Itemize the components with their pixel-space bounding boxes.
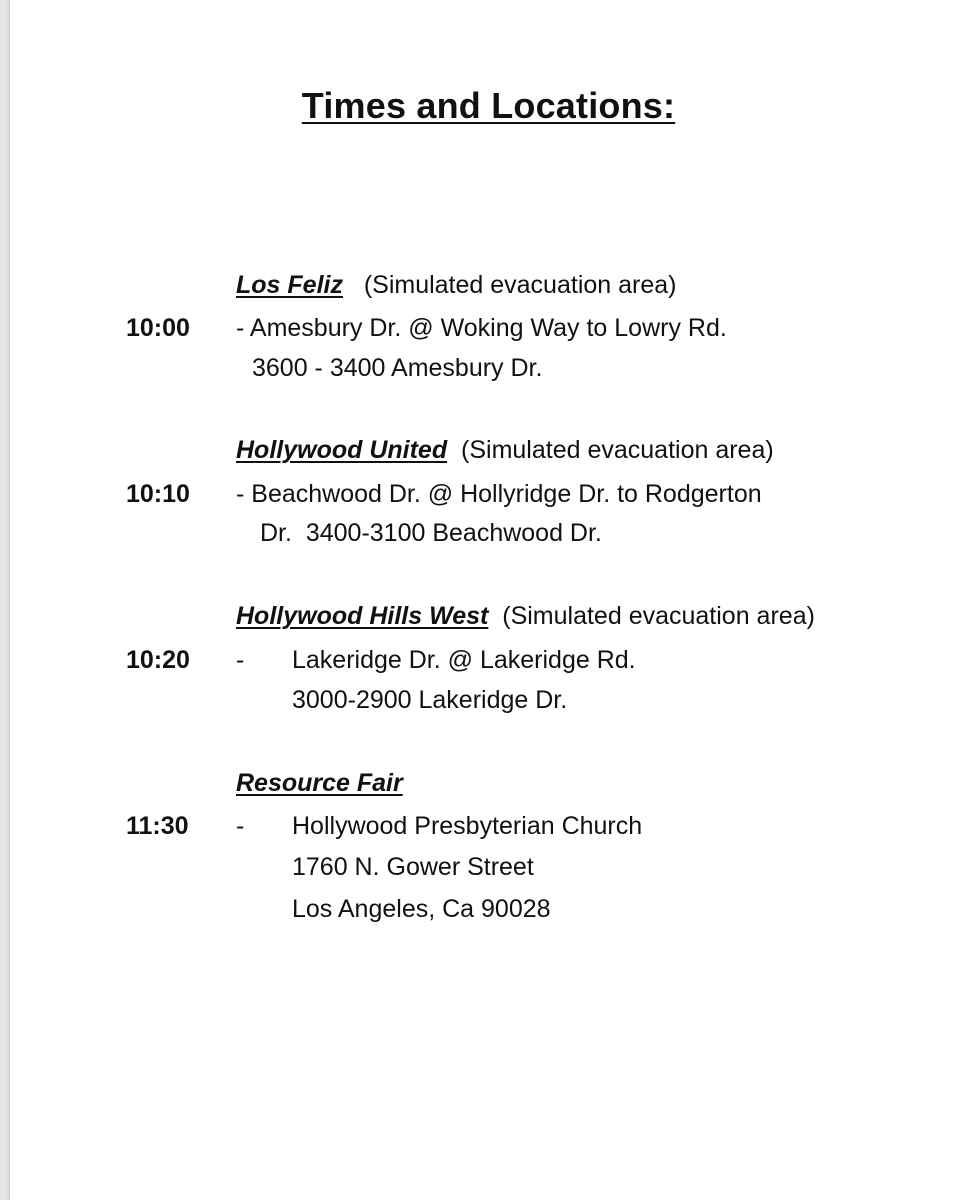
address-range-line: 3600 - 3400 Amesbury Dr.	[252, 354, 543, 382]
area-note: (Simulated evacuation area)	[461, 436, 774, 464]
list-dash: -	[236, 646, 245, 674]
area-name: Hollywood United	[236, 436, 448, 464]
section-heading-resource-fair	[236, 768, 403, 798]
location-line: - Amesbury Dr. @ Woking Way to Lowry Rd.	[236, 314, 727, 342]
area-name: Hollywood Hills West	[236, 602, 489, 630]
area-note: (Simulated evacuation area)	[502, 602, 815, 630]
list-dash: -	[236, 812, 245, 840]
section-heading-hollywood-hills-west	[236, 601, 815, 631]
venue-name-line: Hollywood Presbyterian Church	[292, 812, 643, 840]
area-name: Resource Fair	[236, 769, 403, 797]
document-page	[9, 0, 958, 1200]
location-line: - Beachwood Dr. @ Hollyridge Dr. to Rodgerton	[236, 480, 762, 508]
location-line: Lakeridge Dr. @ Lakeridge Rd.	[292, 646, 636, 674]
time-label: 11:30	[126, 812, 189, 840]
time-label: 10:10	[126, 480, 190, 508]
time-label: 10:20	[126, 646, 190, 674]
city-state-zip-line: Los Angeles, Ca 90028	[292, 895, 551, 923]
address-range-line: 3000-2900 Lakeridge Dr.	[292, 686, 568, 714]
section-heading-hollywood-united	[236, 435, 774, 465]
section-heading-los-feliz	[236, 270, 676, 300]
page-title: Times and Locations:	[301, 85, 676, 126]
area-name: Los Feliz	[236, 271, 343, 299]
address-range-line: Dr. 3400-3100 Beachwood Dr.	[260, 519, 602, 547]
street-address-line: 1760 N. Gower Street	[292, 853, 534, 881]
area-note: (Simulated evacuation area)	[363, 271, 677, 299]
time-label: 10:00	[126, 314, 190, 342]
